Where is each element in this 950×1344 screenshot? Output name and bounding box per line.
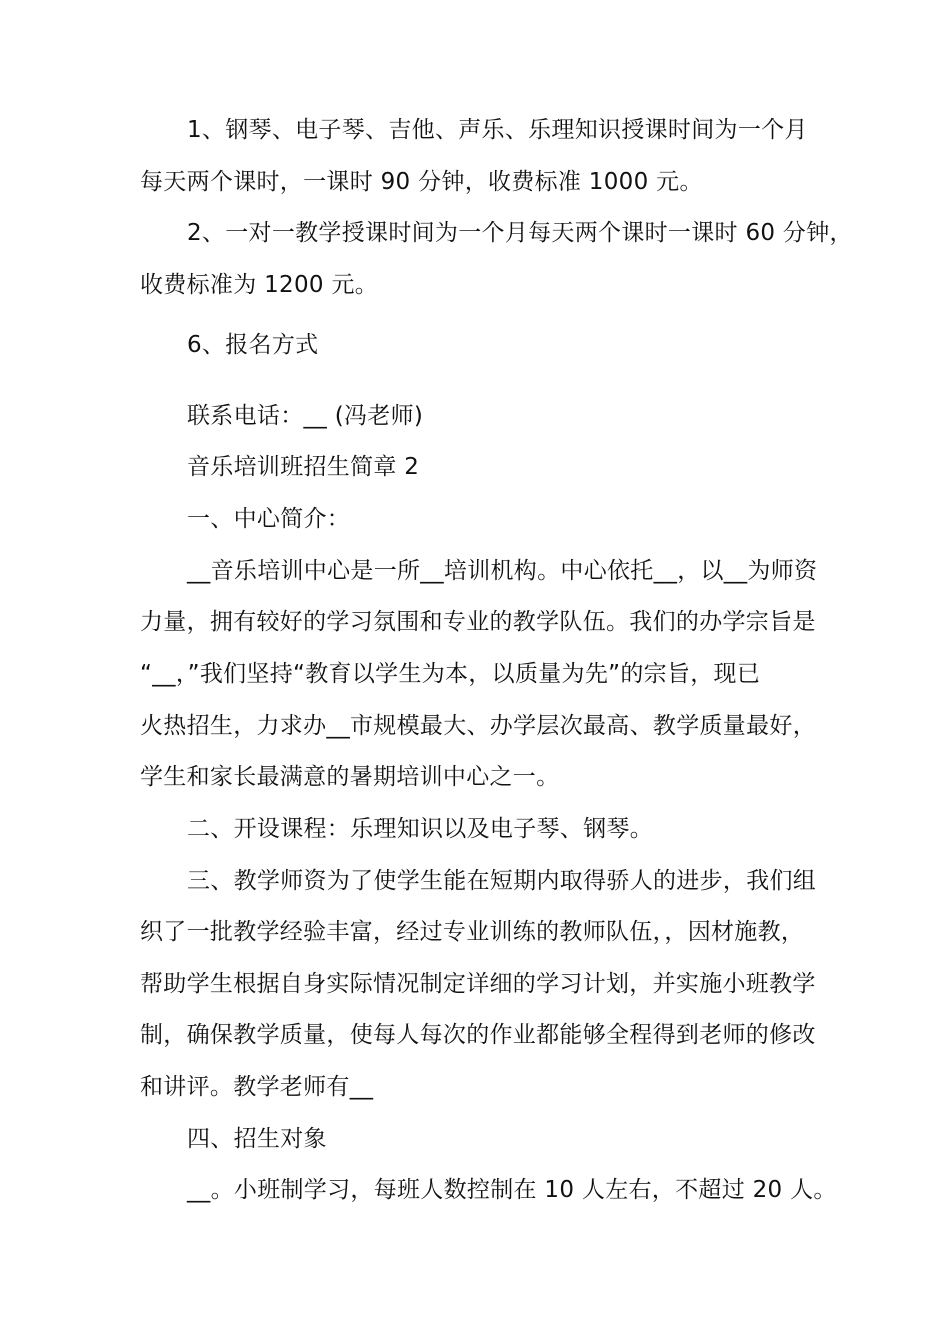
paragraph-line: 收费标准为 1200 元。: [140, 272, 379, 298]
document-title: 音乐培训班招生简章 2: [187, 454, 420, 480]
section-heading: 一、中心简介：: [187, 506, 351, 532]
section-heading: 6、报名方式: [187, 332, 319, 358]
paragraph-line: 帮助学生根据自身实际情况制定详细的学习计划，并实施小班教学: [140, 971, 816, 997]
paragraph-line: 制，确保教学质量，使每人每次的作业都能够全程得到老师的修改: [140, 1022, 816, 1048]
paragraph-line: 学生和家长最满意的暑期培训中心之一。: [140, 764, 560, 790]
paragraph-line: 三、教学师资为了使学生能在短期内取得骄人的进步，我们组: [187, 868, 817, 894]
contact-phone: 联系电话：__ (冯老师): [187, 403, 424, 429]
section-heading: 二、开设课程：乐理知识以及电子琴、钢琴。: [187, 816, 653, 842]
paragraph-line: 织了一批教学经验丰富，经过专业训练的教师队伍，，因材施教，: [140, 919, 805, 945]
paragraph-line: 1、钢琴、电子琴、吉他、声乐、乐理知识授课时间为一个月: [187, 117, 808, 143]
paragraph-line: __。小班制学习，每班人数控制在 10 人左右，不超过 20 人。: [187, 1177, 837, 1203]
paragraph-line: 2、一对一教学授课时间为一个月每天两个课时一课时 60 分钟，: [187, 220, 853, 246]
paragraph-line: 和讲评。教学老师有__: [140, 1074, 374, 1100]
paragraph-line: __音乐培训中心是一所__培训机构。中心依托__，以__为师资: [187, 558, 818, 584]
section-heading: 四、招生对象: [187, 1126, 327, 1152]
paragraph-line: 火热招生，力求办__市规模最大、办学层次最高、教学质量最好，: [140, 713, 816, 739]
paragraph-line: 力量，拥有较好的学习氛围和专业的教学队伍。我们的办学宗旨是: [140, 609, 816, 635]
paragraph-line: 每天两个课时，一课时 90 分钟，收费标准 1000 元。: [140, 169, 703, 195]
paragraph-line: “__，”我们坚持“教育以学生为本，以质量为先”的宗旨，现已: [140, 661, 761, 687]
